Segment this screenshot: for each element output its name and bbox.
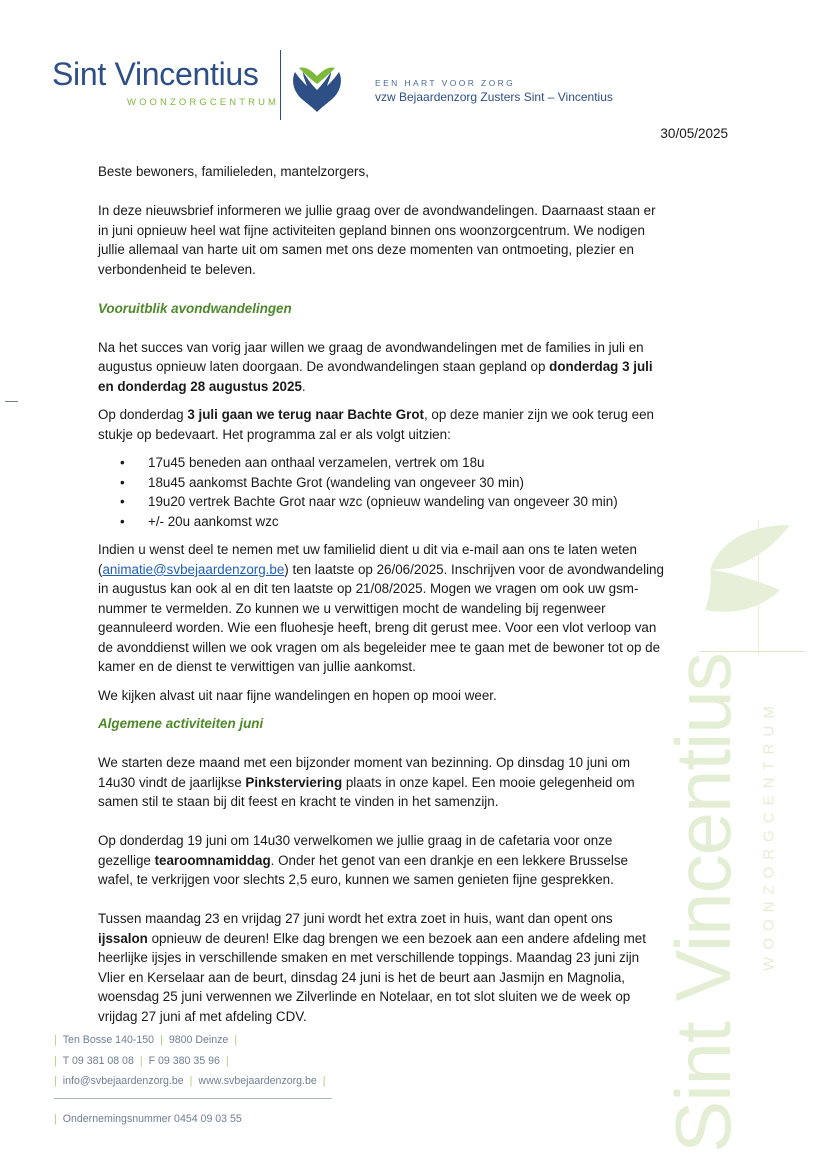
footer-address-line [54, 1030, 332, 1051]
footer-separator: | [54, 1034, 57, 1046]
walks-p1-end: . [301, 378, 306, 394]
walks-paragraph-4: We kijken alvast uit naar fijne wandelingen en hopen op mooi weer. [98, 687, 497, 703]
activities-paragraph-2 [98, 831, 664, 890]
act-p1-end: plaats in onze kapel. Een mooie gelegenheid om samen stil te staan bij dit feest en kracht te vinden in het samenzijn. [98, 774, 635, 810]
organization-name: vzw Bejaardenzorg Zusters Sint – Vincentius [375, 90, 613, 104]
watermark-vertical-line [758, 520, 759, 655]
program-item [98, 512, 664, 532]
footer-separator: | [234, 1034, 238, 1046]
watermark-subtitle: WOONZORGCENTRUM [760, 699, 778, 971]
act-p2-bold: tearoomnamiddag [154, 852, 271, 868]
program-item-text: 18u45 aankomst Bachte Grot (wandeling van ongeveer 30 min) [148, 474, 524, 490]
footer-divider [54, 1098, 332, 1099]
email-link[interactable]: animatie@svbejaardenzorg.be [102, 561, 285, 577]
section-heading-activities: Algemene activiteiten juni [98, 716, 264, 732]
program-item-text: 17u45 beneden aan onthaal verzamelen, vertrek om 18u [148, 455, 485, 470]
bullet-icon: • [120, 474, 125, 490]
walks-p2-end: , op deze manier zijn we ook terug een stukje op bedevaart. Het programma zal er als volgt uitzien: [98, 407, 654, 442]
section-heading-walks: Vooruitblik avondwandelingen [98, 300, 292, 316]
footer-separator: | [54, 1075, 57, 1087]
act-p3-end: opnieuw de deuren! Elke dag brengen we een bezoek aan een andere afdeling met heerlijke ijsjes in verschillende smaken en met verschillende toppings. Maandag 23 juni zijn Vlier en Kerselaar aan de beurt, dinsdag 24 juni is het de beurt aan Jasmijn en Magnolia, woensdag 25 juni verwennen we Zilverlinde en Notelaar, en tot slot sluiten we de week op vrijdag 27 juni af met afdeling CDV. [98, 930, 646, 1024]
footer-web-line [54, 1071, 332, 1092]
act-p1-bold: Pinksterviering [245, 774, 343, 790]
footer-separator: | [322, 1075, 326, 1087]
footer-separator: | [225, 1054, 229, 1067]
walks-paragraph-3 [98, 540, 664, 677]
act-p3-start: Tussen maandag 23 en vrijdag 27 juni wordt het extra zoet in huis, want dan opent ons [98, 911, 613, 927]
footer-separator: | [189, 1075, 193, 1087]
heart-hands-logo-icon [291, 62, 343, 112]
footer-separator: | [139, 1054, 143, 1067]
walks-p1-text: Na het succes van vorig jaar willen we graag de avondwandelingen met de families in juli en augustus opnieuw laten doorgaan. De avondwandelingen staan gepland op [98, 339, 644, 374]
footer-separator: | [54, 1054, 57, 1067]
activities-paragraph-3 [98, 909, 664, 1026]
watermark-leaf-icon [700, 520, 800, 620]
footer-separator: | [54, 1113, 57, 1125]
footer-separator: | [160, 1034, 163, 1046]
letter-body [98, 162, 664, 1026]
watermark-subtitle-column [752, 665, 786, 1005]
activities-paragraph-1 [98, 753, 664, 812]
tagline: EEN HART VOOR ZORG [375, 78, 516, 88]
walks-p2-start: Op donderdag [98, 407, 188, 422]
logo-divider [280, 50, 281, 120]
footer-address: Ten Bosse 140-150 [62, 1034, 155, 1046]
walks-p3-start: Indien u wenst deel te nemen met uw familielid dient u dit via e-mail aan ons te laten weten ( [98, 542, 637, 577]
margin-mark [5, 401, 18, 402]
program-item-text: +/- 20u aankomst wzc [148, 513, 279, 529]
bullet-icon: • [120, 513, 125, 529]
salutation: Beste bewoners, familieleden, mantelzorgers, [98, 164, 369, 179]
act-p1-start: We starten deze maand met een bijzonder moment van bezinning. Op dinsdag 10 juni om 14u30 vindt de jaarlijkse [98, 755, 630, 790]
walks-p3-end: ) ten laatste op 26/06/2025. Inschrijven voor de avondwandeling in augustus kan ook al en dit ten laatste op 21/08/2025. Mogen we vragen om ook uw gsm-nummer te vermelden. Zo kunnen we u verwittigen mocht de wandeling bij regenweer geannuleerd worden. Wie een fluohesje heeft, breng dit gerust mee. Voor een vlot verloop van de avonddienst willen we ook vragen om als begeleider mee te gaan met de bewoner tot op de kamer en de dienst te verwittigen van jullie aankomst. [98, 561, 664, 675]
program-item [98, 473, 664, 493]
walks-paragraph-1 [98, 338, 664, 397]
logo-subtitle: WOONZORGCENTRUM [127, 97, 280, 108]
walks-p2-bold: 3 juli gaan we terug naar Bachte Grot [187, 407, 424, 422]
footer-registration [54, 1113, 242, 1126]
footer-contact [54, 1030, 332, 1092]
act-p2-end: . Onder het genot van een drankje en een lekkere Brusselse wafel, te verkrijgen voor slechts 2,5 euro, kunnen we samen genieten fijne gesprekken. [98, 852, 628, 888]
footer-phone: T 09 381 08 08 [62, 1054, 134, 1067]
footer-city: 9800 Deinze [168, 1034, 229, 1046]
logo-wordmark: Sint Vincentius [52, 56, 259, 92]
bullet-icon: • [120, 494, 125, 510]
act-p2-start: Op donderdag 19 juni om 14u30 verwelkomen we jullie graag in de cafetaria voor onze gezellige [98, 833, 613, 868]
footer-phone-line [54, 1051, 332, 1072]
program-item [98, 453, 664, 473]
bullet-icon: • [120, 455, 125, 470]
program-item-text: 19u20 vertrek Bachte Grot naar wzc (opnieuw wandeling van ongeveer 30 min) [148, 494, 618, 510]
intro-paragraph: In deze nieuwsbrief informeren we jullie graag over de avondwandelingen. Daarnaast staan er in juni opnieuw heel wat fijne activiteiten gepland binnen ons woonzorgcentrum. We nodigen jullie allemaal van harte uit om samen met ons deze momenten van ontmoeting, plezier en verbondenheid te beleven. [98, 203, 656, 277]
walks-p1-dates: donderdag 3 juli en donderdag 28 augustus 2025 [98, 359, 653, 394]
watermark-line [700, 651, 805, 652]
watermark-name: Sint Vincentius [659, 652, 747, 1153]
footer-fax: F 09 380 35 96 [148, 1054, 220, 1067]
walks-paragraph-2 [98, 405, 664, 444]
program-list [98, 453, 664, 531]
footer-email[interactable]: info@svbejaardenzorg.be [62, 1075, 184, 1087]
footer-website[interactable]: www.svbejaardenzorg.be [198, 1075, 317, 1087]
watermark-name-column [659, 652, 747, 1153]
program-item [98, 492, 664, 512]
letter-date: 30/05/2025 [660, 126, 728, 141]
act-p3-bold: ijssalon [98, 930, 148, 946]
company-number: Ondernemingsnummer 0454 09 03 55 [62, 1113, 242, 1125]
